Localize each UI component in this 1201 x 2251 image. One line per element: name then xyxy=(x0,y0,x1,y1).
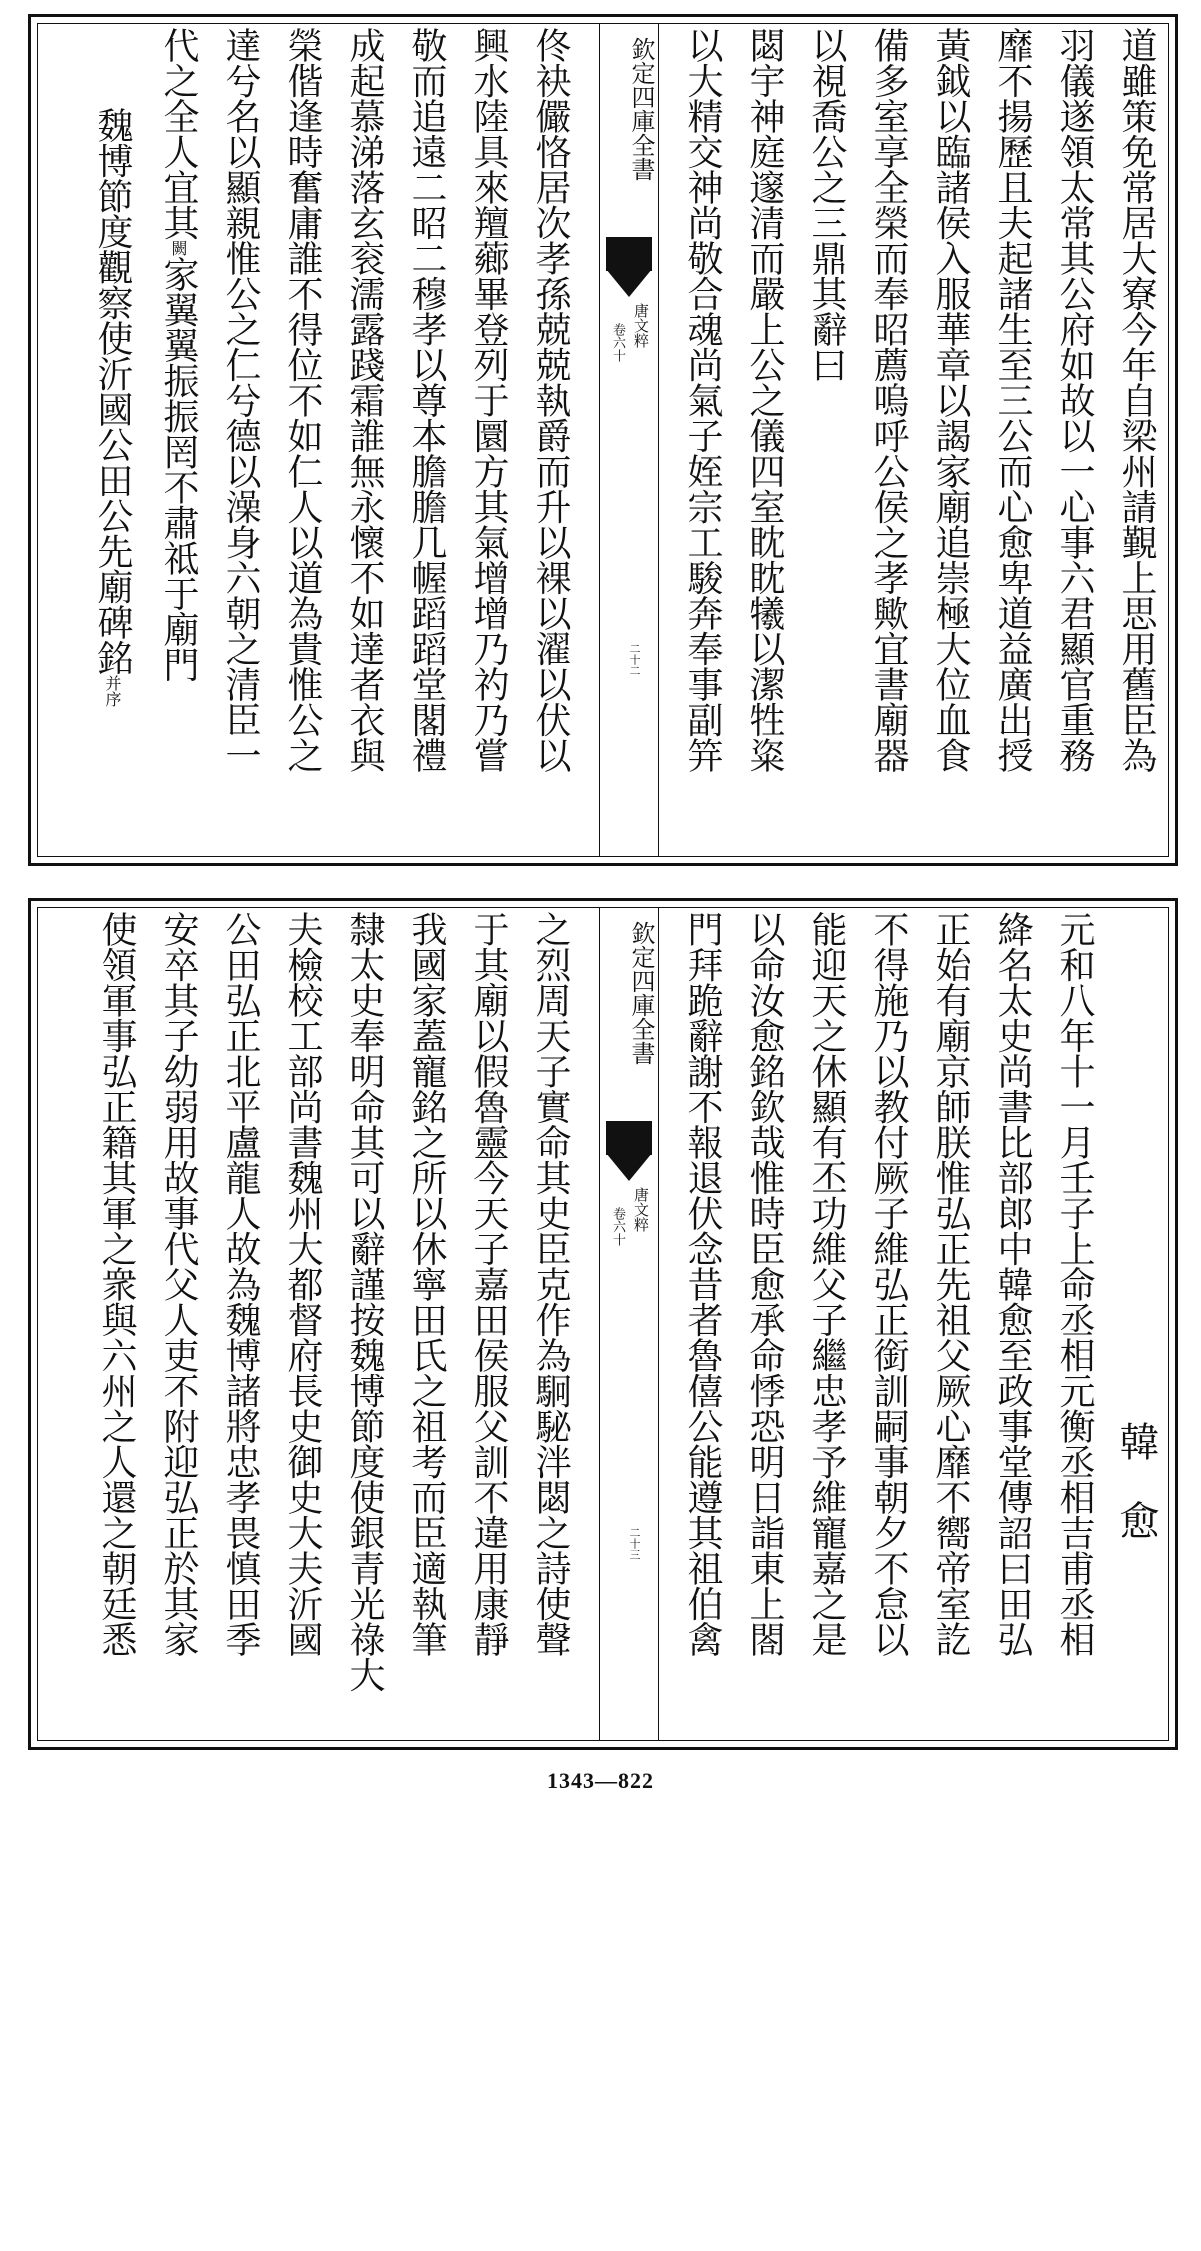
text-column: 以大精交神尚敬合魂尚氣子姪宗工駿奔奉事副笄 xyxy=(682,27,723,773)
bottom-page-panel xyxy=(28,898,1178,1750)
text-column: 元和八年十一月壬子上命丞相元衡丞相吉甫丞相 xyxy=(1054,911,1095,1657)
strip-page-number: 二十二 xyxy=(628,643,641,676)
text-column: 閟宇神庭邃清而嚴上公之儀四室眈眈犧以潔牲粢 xyxy=(744,27,785,773)
fish-tail-mark xyxy=(606,237,652,271)
strip-book-title: 唐文粹 xyxy=(632,303,650,348)
top-text-columns xyxy=(31,17,1175,863)
strip-volume: 卷六十 xyxy=(610,1207,625,1246)
text-column: 公田弘正北平盧龍人故為魏博諸將忠孝畏慎田季 xyxy=(220,911,261,1657)
text-column: 以命汝愈銘欽哉惟時臣愈承命悸恐明日詣東上閤 xyxy=(744,911,785,1657)
center-margin-strip xyxy=(599,907,659,1741)
author-name: 韓 愈 xyxy=(1113,1421,1159,1540)
text-column: 正始有廟京師朕惟弘正先祖父厥心靡不嚮帝室訖 xyxy=(930,911,971,1657)
text-column: 門拜跪辭謝不報退伏念昔者魯僖公能遵其祖伯禽 xyxy=(682,911,723,1657)
inscription-title: 魏博節度觀察使沂國公田公先廟碑銘 xyxy=(92,107,133,675)
text-column: 道雖策免常居大寮今年自梁州請覲上思用舊臣為 xyxy=(1116,27,1157,773)
text-column: 達兮名以顯親惟公之仁兮德以澡身六朝之清臣一 xyxy=(220,27,261,773)
text-column: 夫檢校工部尚書魏州大都督府長史御史大夫沂國 xyxy=(282,911,323,1657)
strip-series-title: 欽定四庫全書 xyxy=(627,37,655,181)
strip-series-title: 欽定四庫全書 xyxy=(627,921,655,1065)
page-number: 1343—822 xyxy=(547,1768,654,1793)
bottom-text-columns xyxy=(31,901,1175,1747)
text-column: 興水陸具來羶薌畢登列于圜方其氣增增乃礿乃嘗 xyxy=(468,27,509,773)
column-text: 代之全人宜其 xyxy=(158,27,199,240)
text-column: 使領軍事弘正籍其軍之衆與六州之人還之朝廷悉 xyxy=(96,911,137,1657)
fish-tail-notch xyxy=(606,269,652,297)
text-column: 我國家蓋寵銘之所以休寧田氏之祖考而臣適執筆 xyxy=(406,911,447,1657)
text-column xyxy=(151,27,205,857)
text-column: 之烈周天子實命其史臣克作為駉駜泮閟之詩使聲 xyxy=(530,911,571,1657)
text-column: 安卒其子幼弱用故事代父人吏不附迎弘正於其家 xyxy=(158,911,199,1657)
inscription-title-column xyxy=(85,107,139,937)
lacuna-note: 闕 xyxy=(169,240,188,256)
text-column: 敬而追遠二昭二穆孝以尊本膽膽几幄蹈蹈堂閣禮 xyxy=(406,27,447,773)
text-column: 隸太史奉明命其可以辭謹按魏博節度使銀青光祿大 xyxy=(344,911,385,1692)
preface-note: 并序 xyxy=(103,675,122,707)
fish-tail-mark xyxy=(606,1121,652,1155)
text-column: 羽儀遂領太常其公府如故以一心事六君顯官重務 xyxy=(1054,27,1095,773)
fish-tail-notch xyxy=(606,1153,652,1181)
text-column: 榮偕逢時奮庸誰不得位不如仁人以道為貴惟公之 xyxy=(282,27,323,773)
text-column: 絳名太史尚書比部郎中韓愈至政事堂傳詔曰田弘 xyxy=(992,911,1033,1657)
text-column: 靡不揚歷且夫起諸生至三公而心愈卑道益廣出授 xyxy=(992,27,1033,773)
center-margin-strip xyxy=(599,23,659,857)
strip-page-number: 二十三 xyxy=(628,1527,641,1560)
text-column: 佟袂儼恪居次孝孫兢兢執爵而升以裸以濯以伏以 xyxy=(530,27,571,773)
strip-book-title: 唐文粹 xyxy=(632,1187,650,1232)
text-column: 黃鉞以臨諸侯入服華章以謁家廟追崇極大位血食 xyxy=(930,27,971,773)
text-column: 能迎天之休顯有丕功維父子繼忠孝予維寵嘉之是 xyxy=(806,911,847,1657)
text-column: 于其廟以假魯靈今天子嘉田侯服父訓不違用康靜 xyxy=(468,911,509,1657)
text-column: 備多室享全榮而奉昭薦嗚呼公侯之孝歟宜書廟器 xyxy=(868,27,909,773)
top-page-panel xyxy=(28,14,1178,866)
text-column: 不得施乃以教付厥子維弘正銜訓嗣事朝夕不怠以 xyxy=(868,911,909,1657)
text-column: 以視喬公之三鼎其辭曰 xyxy=(806,27,847,382)
text-column: 成起慕涕落玄衮濡露踐霜誰無永懷不如達者衣與 xyxy=(344,27,385,773)
strip-volume: 卷六十 xyxy=(610,323,625,362)
column-text: 家翼翼振振罔不肅祗于廟門 xyxy=(158,256,199,682)
